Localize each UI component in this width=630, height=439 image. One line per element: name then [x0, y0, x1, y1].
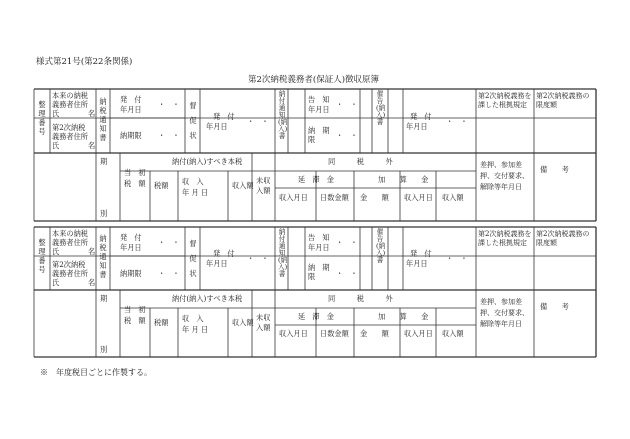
- label-honrai-line2: 義務者住所: [52, 100, 88, 109]
- label-konkyo: 第2次納税義務を課した根拠規定: [478, 92, 532, 109]
- label-zeigaku: 税額: [154, 318, 169, 327]
- label-toshozei: 当 初 税 額: [124, 168, 146, 188]
- label-ki: 期: [100, 157, 108, 166]
- date-dots: ・ ・: [336, 131, 358, 140]
- date-dots: ・ ・: [158, 100, 180, 109]
- label-nokigen-2: [308, 126, 330, 144]
- date-dots: ・ ・: [446, 117, 468, 126]
- label-honrai-line1: 本来の納税: [52, 91, 88, 100]
- label-daini-line3: 氏: [52, 278, 60, 287]
- label-honrai-mei: 名: [88, 247, 96, 256]
- label-nengappi: 年月日: [308, 105, 330, 114]
- label-mishunyu: 未収入額: [256, 176, 271, 195]
- label-honrai-line3: 氏: [52, 109, 60, 118]
- label-shunyu-gappi: 収入月日: [279, 193, 308, 202]
- label-nengappi: 年月日: [308, 243, 330, 252]
- label-zeigaku: 税額: [154, 181, 169, 190]
- label-gendogaku: 第2次納税義務の限度額: [536, 92, 590, 109]
- label-nokigen-2-text: 納 期 限: [308, 126, 330, 144]
- label-nengappi: 年月日: [206, 122, 228, 131]
- label-shunyu-nengappi: 収 入 年 月 日: [182, 177, 209, 197]
- label-saikoku: 催告(納入)書: [376, 228, 386, 264]
- label-shunyu-gaku: 収入額: [442, 193, 464, 202]
- label-seiri-bango: 整理番号: [38, 100, 46, 136]
- label-saikoku: 催告(納入)書: [376, 90, 386, 126]
- label-nofu-tsuchi: 納付通知(納入)書: [278, 90, 288, 140]
- label-hatsufu: 発 付: [120, 233, 142, 242]
- label-nokigen-2-text: 納 期 限: [308, 263, 330, 281]
- date-dots: ・ ・: [446, 254, 468, 263]
- label-nengappi: 年月日: [406, 259, 428, 268]
- label-daini-mei: 名: [88, 278, 96, 287]
- label-nengappi: 年月日: [406, 122, 428, 131]
- label-tokusoku: 督促状: [189, 239, 197, 278]
- date-dots: ・ ・: [247, 117, 269, 126]
- label-betsu: 別: [100, 209, 108, 218]
- label-shunyu-gaku: 収入額: [232, 181, 254, 190]
- label-nozei-tsuchisho: 納税通知書: [99, 234, 107, 279]
- label-nofu-subeki: 納付(納入)すべき本税: [172, 157, 243, 166]
- label-shunyu-gaku: 収入額: [442, 329, 464, 338]
- label-nengappi: 年月日: [206, 259, 228, 268]
- label-nokigen-2: [308, 263, 330, 281]
- label-shunyu-nengappi: 収 入 年 月 日: [182, 314, 209, 334]
- label-mishunyu: 未収入額: [256, 313, 271, 332]
- label-ki: 期: [100, 294, 108, 303]
- label-hatsufu: 発 付: [410, 249, 432, 258]
- label-konkyo: 第2次納税義務を課した根拠規定: [478, 230, 532, 247]
- label-nozei-tsuchisho: 納税通知書: [99, 97, 107, 142]
- page-title: 第2次納税義務者(保証人)徴収原簿: [248, 75, 380, 85]
- label-kin-gaku: 金 額: [360, 193, 389, 202]
- date-dots: ・ ・: [158, 131, 180, 140]
- label-gendogaku: 第2次納税義務の限度額: [536, 230, 590, 247]
- label-biko: 備 考: [540, 165, 569, 174]
- label-kasankin: 加 算 金: [378, 312, 429, 321]
- date-dots: ・ ・: [158, 269, 180, 278]
- label-nissu-kingaku: 日数金額: [320, 193, 349, 202]
- label-daini-line2: 義務者住所: [52, 269, 88, 278]
- form-number: 様式第21号(第22条関係): [36, 57, 133, 67]
- date-dots: ・ ・: [336, 238, 358, 247]
- label-dozei-gai: 同 税 外: [328, 157, 393, 166]
- label-nengappi: 年月日: [120, 105, 142, 114]
- label-shunyu-gappi: 収入月日: [404, 193, 433, 202]
- label-nofu-tsuchi: 納付通知(納入)書: [278, 228, 288, 278]
- label-sashiosae: 差押、参加差押、交付要求、解除等年月日: [480, 161, 529, 191]
- label-entaikin: 延 滞 金: [298, 175, 334, 184]
- label-shunyu-gappi: 収入月日: [404, 329, 433, 338]
- label-tokusoku: 督促状: [189, 101, 197, 140]
- label-honrai-line3: 氏: [52, 247, 60, 256]
- label-nengappi: 年月日: [120, 243, 142, 252]
- label-nissu-kingaku: 日数金額: [320, 329, 349, 338]
- label-dozei-gai: 同 税 外: [328, 294, 393, 303]
- label-daini-line1: 第2次納税: [52, 123, 86, 132]
- label-shunyu-gaku: 収入額: [232, 318, 254, 327]
- label-daini-line3: 氏: [52, 141, 60, 150]
- label-betsu: 別: [100, 345, 108, 354]
- date-dots: ・ ・: [336, 269, 358, 278]
- label-daini-mei: 名: [88, 141, 96, 150]
- label-hatsufu: 発 付: [213, 249, 235, 258]
- label-hatsufu: 発 付: [120, 95, 142, 104]
- label-seiri-bango: 整理番号: [38, 238, 46, 274]
- label-honrai-line1: 本来の納税: [52, 229, 88, 238]
- date-dots: ・ ・: [158, 238, 180, 247]
- label-entaikin: 延 滞 金: [298, 312, 334, 321]
- label-kasankin: 加 算 金: [378, 175, 429, 184]
- label-daini-line2: 義務者住所: [52, 132, 88, 141]
- label-toshozei: 当 初 税 額: [124, 305, 146, 325]
- label-biko: 備 考: [540, 302, 569, 311]
- label-sashiosae: 差押、参加差押、交付要求、解除等年月日: [480, 298, 529, 328]
- label-kokuchi: 告 知: [308, 233, 330, 242]
- label-hatsufu: 発 付: [410, 112, 432, 121]
- label-honrai-line2: 義務者住所: [52, 238, 88, 247]
- label-nokigen: 納期限: [120, 269, 142, 278]
- label-hatsufu: 発 付: [213, 112, 235, 121]
- date-dots: ・ ・: [336, 100, 358, 109]
- label-nofu-subeki: 納付(納入)すべき本税: [172, 294, 243, 303]
- label-daini-line1: 第2次納税: [52, 260, 86, 269]
- label-shunyu-gappi: 収入月日: [279, 329, 308, 338]
- label-kokuchi: 告 知: [308, 95, 330, 104]
- footer-note: ※ 年度税目ごとに作製する。: [40, 368, 152, 377]
- label-honrai-mei: 名: [88, 109, 96, 118]
- label-kin-gaku: 金 額: [360, 329, 389, 338]
- date-dots: ・ ・: [247, 254, 269, 263]
- label-nokigen: 納期限: [120, 131, 142, 140]
